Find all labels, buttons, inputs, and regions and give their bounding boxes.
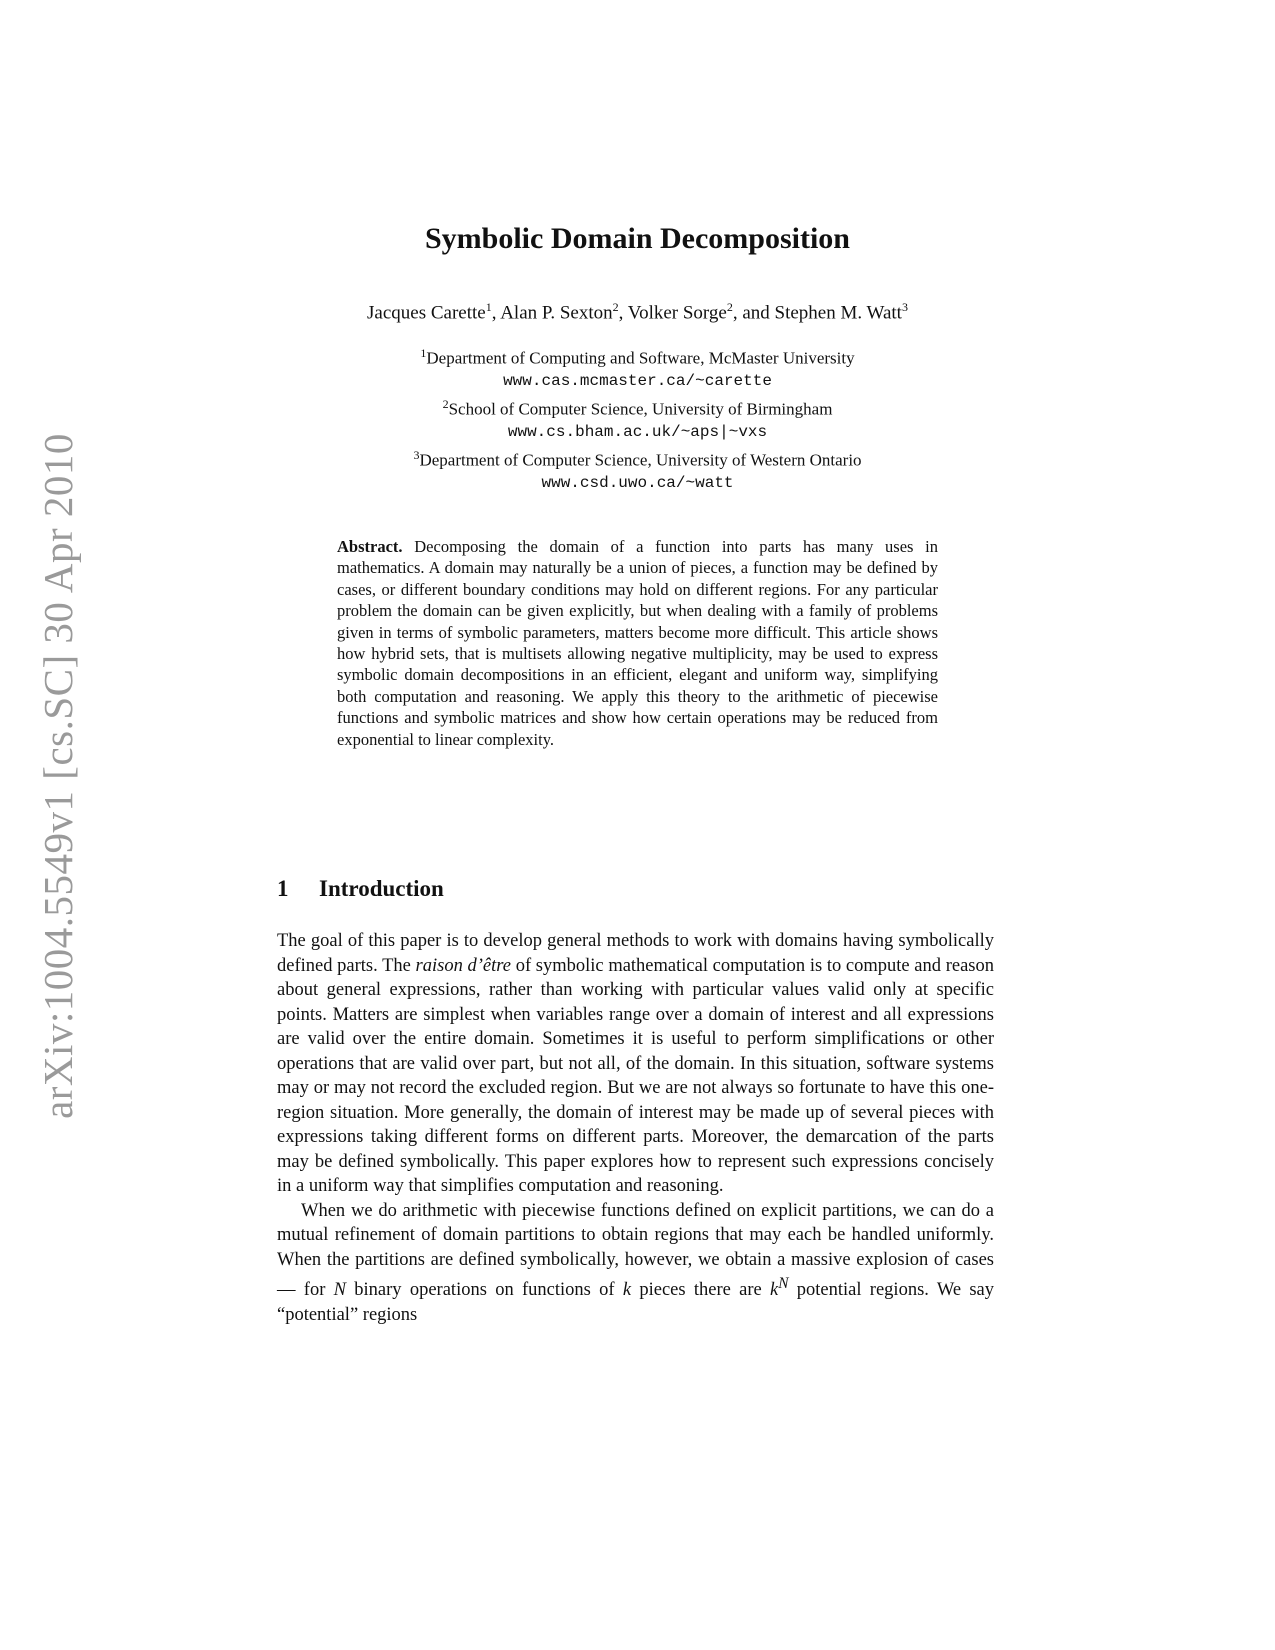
affiliation-url: www.cas.mcmaster.ca/~carette bbox=[503, 372, 772, 391]
author-separator: , bbox=[491, 302, 501, 324]
affiliation-url: www.cs.bham.ac.uk/~aps|~vxs bbox=[507, 423, 768, 442]
affiliation-sup: 1 bbox=[420, 346, 427, 360]
author-name: Stephen M. Watt bbox=[774, 302, 902, 324]
text-run: potential regions. We say “potential” regions bbox=[277, 1280, 994, 1325]
math-exponent: N bbox=[778, 1275, 789, 1292]
text-run: The goal of this paper is to develop general methods to work with domains having symbolically defined parts. The bbox=[277, 931, 994, 976]
affiliation bbox=[0, 444, 1275, 472]
abstract-text: Decomposing the domain of a function into parts has many uses in mathematics. A domain may naturally be a union of pieces, a function may be defined by cases, or different boundary conditions may hold on different regions. For any particular problem the domain can be given explicitly, but when dealing with a family of problems given in terms of symbolic parameters, matters become more difficult. This article shows how hybrid sets, that is multisets allowing negative multiplicity, may be used to express symbolic domain decompositions in an efficient, elegant and uniform way, simplifying both computation and reasoning. We apply this theory to the arithmetic of piecewise functions and symbolic matrices and show how certain operations may be reduced from exponential to linear complexity. bbox=[337, 537, 938, 749]
paragraph bbox=[277, 1199, 994, 1328]
author-separator: , bbox=[618, 302, 628, 324]
section-title: Introduction bbox=[319, 876, 444, 901]
text-run: pieces there are bbox=[631, 1280, 770, 1301]
author-name: Alan P. Sexton bbox=[500, 302, 613, 324]
author-separator: , and bbox=[732, 302, 775, 324]
affiliation-list bbox=[0, 342, 1275, 495]
affiliation-url: www.csd.uwo.ca/~watt bbox=[541, 473, 734, 492]
abstract bbox=[337, 536, 938, 750]
affiliation-sup: 2 bbox=[442, 396, 449, 411]
affiliation bbox=[0, 342, 1275, 370]
math-variable: N bbox=[333, 1280, 346, 1301]
author-affil-sup: 3 bbox=[901, 300, 908, 314]
author-affil-sup: 2 bbox=[612, 300, 619, 314]
author-name: Jacques Carette bbox=[367, 302, 486, 324]
affiliation-sup: 3 bbox=[413, 447, 420, 462]
author-name: Volker Sorge bbox=[627, 302, 727, 324]
text-run: When we do arithmetic with piecewise functions defined on explicit partitions, we can do a mutual refinement of domain partitions to obtain regions that may each be handled uniformly. When the partitions are defined symbolically, however, we obtain a massive explosion of cases — for bbox=[277, 1200, 994, 1301]
section-number: 1 bbox=[277, 876, 289, 901]
section-body bbox=[277, 929, 994, 1327]
math-variable: k bbox=[622, 1280, 632, 1301]
section-heading bbox=[277, 876, 444, 902]
affiliation-name: Department of Computer Science, University of Western Ontario bbox=[419, 450, 862, 470]
affiliation-name: School of Computer Science, University of Birmingham bbox=[448, 399, 833, 419]
text-run: of symbolic mathematical computation is to compute and reason about general expressions, rather than working with particular values valid only at specific points. Matters are simplest when variables range over a domain of interest and all expressions are valid over the entire domain. Sometimes it is useful to perform simplifications or other operations that are valid over part, but not all, of the domain. In this situation, software systems may or may not record the excluded region. But we are not always so fortunate to have this one-region situation. More generally, the domain of interest may be made up of several pieces with expressions taking different forms on different parts. Moreover, the demarcation of the parts may be defined symbolically. This paper explores how to represent such expressions concisely in a uniform way that simplifies computation and reasoning. bbox=[277, 955, 994, 1196]
text-run: binary operations on functions of bbox=[346, 1280, 623, 1301]
paper-title: Symbolic Domain Decomposition bbox=[424, 222, 850, 255]
math-variable: k bbox=[770, 1280, 779, 1301]
author-affil-sup: 2 bbox=[726, 300, 733, 314]
paragraph bbox=[277, 929, 994, 1199]
arxiv-side-stamp: arXiv:1004.5549v1 [cs.SC] 30 Apr 2010 bbox=[35, 433, 81, 1119]
author-list bbox=[0, 300, 1275, 324]
affiliation-name: Department of Computing and Software, McMaster University bbox=[426, 348, 855, 368]
emphasis: raison d’être bbox=[415, 955, 512, 976]
author-affil-sup: 1 bbox=[485, 300, 492, 314]
abstract-label: Abstract. bbox=[337, 537, 403, 556]
affiliation bbox=[0, 393, 1275, 421]
